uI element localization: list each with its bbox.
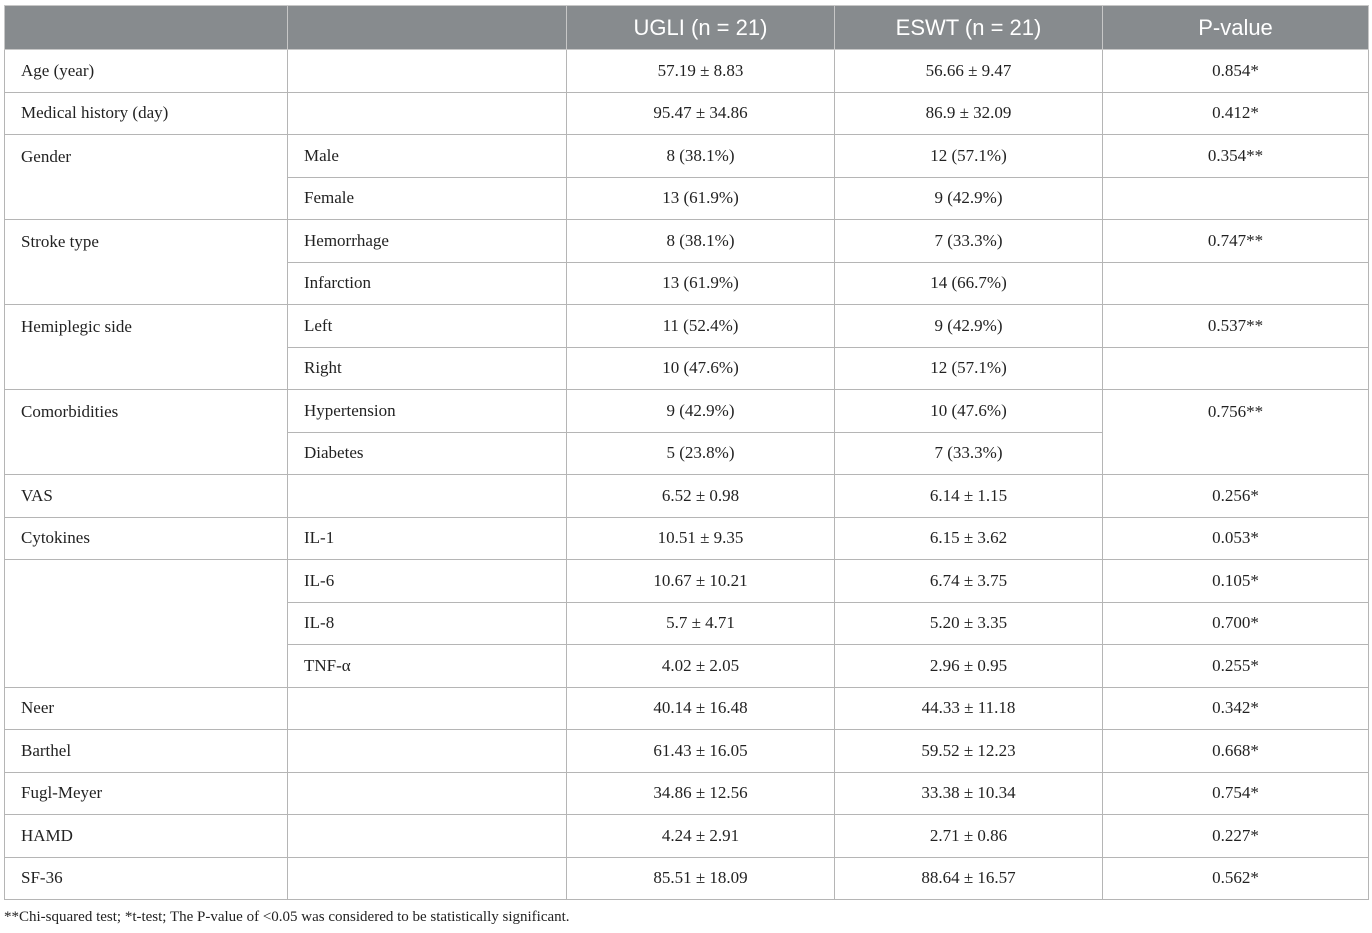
header-subcategory: [288, 6, 567, 50]
row-label: SF-36: [5, 857, 288, 900]
eswt-value: 5.20 ± 3.35: [835, 602, 1103, 645]
ugli-value: 57.19 ± 8.83: [567, 50, 835, 93]
eswt-value: 10 (47.6%): [835, 390, 1103, 433]
table-row: [5, 857, 1369, 900]
table-row: [5, 135, 1369, 178]
p-value: 0.754*: [1103, 772, 1369, 815]
p-value: 0.700*: [1103, 602, 1369, 645]
p-value: 0.562*: [1103, 857, 1369, 900]
p-value: 0.255*: [1103, 645, 1369, 688]
eswt-value: 59.52 ± 12.23: [835, 730, 1103, 773]
ugli-value: 95.47 ± 34.86: [567, 92, 835, 135]
row-sublabel: [288, 687, 567, 730]
table-row: [5, 50, 1369, 93]
row-sublabel: Left: [288, 305, 567, 348]
ugli-value: 5.7 ± 4.71: [567, 602, 835, 645]
eswt-value: 88.64 ± 16.57: [835, 857, 1103, 900]
header-variable: [5, 6, 288, 50]
p-value: 0.105*: [1103, 560, 1369, 603]
row-sublabel: Male: [288, 135, 567, 178]
p-value: 0.053*: [1103, 517, 1369, 560]
row-label-empty: [5, 560, 288, 688]
eswt-value: 9 (42.9%): [835, 305, 1103, 348]
ugli-value: 40.14 ± 16.48: [567, 687, 835, 730]
p-value: 0.256*: [1103, 475, 1369, 518]
row-sublabel: Diabetes: [288, 432, 567, 475]
header-eswt: ESWT (n = 21): [835, 6, 1103, 50]
row-label: Medical history (day): [5, 92, 288, 135]
ugli-value: 5 (23.8%): [567, 432, 835, 475]
table-row: [5, 687, 1369, 730]
row-sublabel: IL-8: [288, 602, 567, 645]
row-label: Stroke type: [5, 220, 288, 305]
row-sublabel: TNF-α: [288, 645, 567, 688]
eswt-value: 12 (57.1%): [835, 347, 1103, 390]
table-row: [5, 772, 1369, 815]
ugli-value: 10 (47.6%): [567, 347, 835, 390]
ugli-value: 85.51 ± 18.09: [567, 857, 835, 900]
row-sublabel: Infarction: [288, 262, 567, 305]
header-p-value: P-value: [1103, 6, 1369, 50]
row-sublabel: Hypertension: [288, 390, 567, 433]
table-row: [5, 220, 1369, 263]
table-row: [5, 390, 1369, 433]
eswt-value: 6.74 ± 3.75: [835, 560, 1103, 603]
eswt-value: 14 (66.7%): [835, 262, 1103, 305]
row-sublabel: [288, 475, 567, 518]
row-label: Barthel: [5, 730, 288, 773]
ugli-value: 61.43 ± 16.05: [567, 730, 835, 773]
p-value: 0.668*: [1103, 730, 1369, 773]
p-value-empty: [1103, 177, 1369, 220]
eswt-value: 33.38 ± 10.34: [835, 772, 1103, 815]
row-label: VAS: [5, 475, 288, 518]
header-ugli: UGLI (n = 21): [567, 6, 835, 50]
row-sublabel: [288, 815, 567, 858]
ugli-value: 10.51 ± 9.35: [567, 517, 835, 560]
eswt-value: 9 (42.9%): [835, 177, 1103, 220]
row-label: Hemiplegic side: [5, 305, 288, 390]
row-sublabel: [288, 92, 567, 135]
table-footnote: **Chi-squared test; *t-test; The P-value of <0.05 was considered to be statistically significant.: [4, 909, 570, 925]
eswt-value: 2.71 ± 0.86: [835, 815, 1103, 858]
table-header-row: [5, 6, 1369, 50]
eswt-value: 44.33 ± 11.18: [835, 687, 1103, 730]
table-row: [5, 517, 1369, 560]
row-sublabel: [288, 772, 567, 815]
row-sublabel: [288, 857, 567, 900]
p-value: 0.854*: [1103, 50, 1369, 93]
table-row: [5, 475, 1369, 518]
row-label: Age (year): [5, 50, 288, 93]
eswt-value: 7 (33.3%): [835, 220, 1103, 263]
row-sublabel: [288, 730, 567, 773]
ugli-value: 13 (61.9%): [567, 177, 835, 220]
ugli-value: 6.52 ± 0.98: [567, 475, 835, 518]
ugli-value: 8 (38.1%): [567, 220, 835, 263]
p-value-empty: [1103, 262, 1369, 305]
ugli-value: 9 (42.9%): [567, 390, 835, 433]
p-value: 0.354**: [1103, 135, 1369, 178]
p-value: 0.756**: [1103, 390, 1369, 475]
ugli-value: 4.02 ± 2.05: [567, 645, 835, 688]
table-row: [5, 92, 1369, 135]
row-label: Fugl-Meyer: [5, 772, 288, 815]
table-row: [5, 815, 1369, 858]
eswt-value: 12 (57.1%): [835, 135, 1103, 178]
row-label: Neer: [5, 687, 288, 730]
p-value-empty: [1103, 347, 1369, 390]
p-value: 0.537**: [1103, 305, 1369, 348]
eswt-value: 56.66 ± 9.47: [835, 50, 1103, 93]
eswt-value: 6.15 ± 3.62: [835, 517, 1103, 560]
p-value: 0.412*: [1103, 92, 1369, 135]
ugli-value: 34.86 ± 12.56: [567, 772, 835, 815]
row-sublabel: Right: [288, 347, 567, 390]
p-value: 0.342*: [1103, 687, 1369, 730]
baseline-table-container: [4, 5, 1368, 900]
row-sublabel: IL-6: [288, 560, 567, 603]
row-sublabel: Female: [288, 177, 567, 220]
table-row: [5, 560, 1369, 603]
ugli-value: 4.24 ± 2.91: [567, 815, 835, 858]
ugli-value: 10.67 ± 10.21: [567, 560, 835, 603]
ugli-value: 13 (61.9%): [567, 262, 835, 305]
row-sublabel: Hemorrhage: [288, 220, 567, 263]
row-sublabel: [288, 50, 567, 93]
eswt-value: 7 (33.3%): [835, 432, 1103, 475]
eswt-value: 2.96 ± 0.95: [835, 645, 1103, 688]
baseline-characteristics-table: [4, 5, 1369, 900]
eswt-value: 6.14 ± 1.15: [835, 475, 1103, 518]
p-value: 0.747**: [1103, 220, 1369, 263]
table-row: [5, 305, 1369, 348]
row-label: Cytokines: [5, 517, 288, 560]
ugli-value: 8 (38.1%): [567, 135, 835, 178]
table-row: [5, 730, 1369, 773]
eswt-value: 86.9 ± 32.09: [835, 92, 1103, 135]
row-label: HAMD: [5, 815, 288, 858]
p-value: 0.227*: [1103, 815, 1369, 858]
row-sublabel: IL-1: [288, 517, 567, 560]
row-label: Gender: [5, 135, 288, 220]
ugli-value: 11 (52.4%): [567, 305, 835, 348]
row-label: Comorbidities: [5, 390, 288, 475]
